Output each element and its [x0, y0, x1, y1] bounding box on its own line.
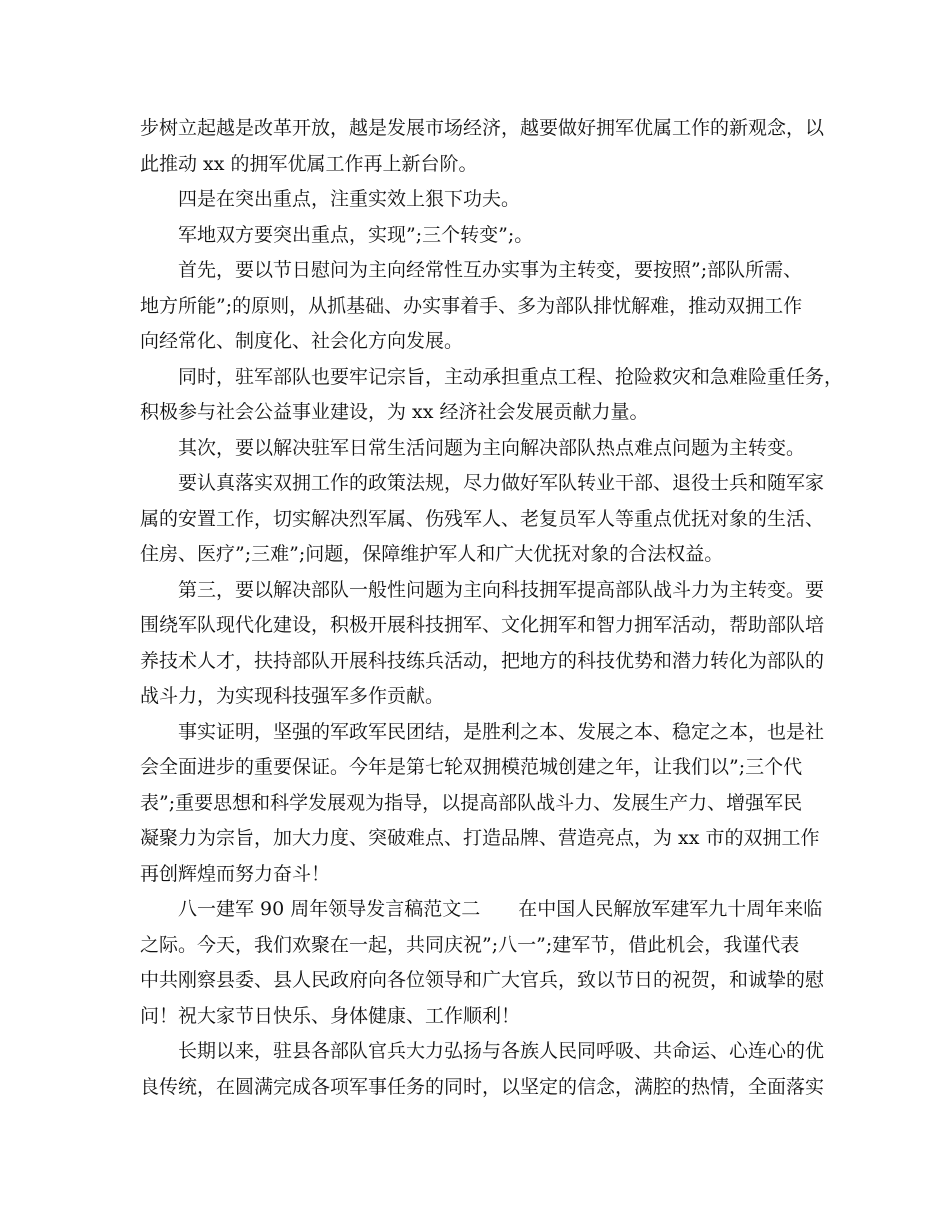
paragraph: [140, 111, 825, 182]
text-line: 向经常化、制度化、社会化方向发展。: [140, 330, 464, 352]
text-line: 之际。今天，我们欢聚在一起，共同庆祝”;八一”;建军节，借此机会，我谨代表: [140, 933, 800, 956]
text-line: 第三，要以解决部队一般性问题为主向科技拥军提高部队战斗力为主转变。要: [178, 578, 825, 601]
text-line: 问！祝大家节日快乐、身体健康、工作顺利！: [140, 1004, 521, 1027]
text-line: 地方所能”;的原则，从抓基础、办实事着手、多为部队排忧解难，推动双拥工作: [140, 294, 803, 317]
paragraph: [140, 715, 825, 893]
text-line: 战斗力，为实现科技强军多作贡献。: [140, 685, 445, 707]
text-line: 再创辉煌而努力奋斗！: [140, 862, 331, 885]
document-body: [140, 111, 844, 1105]
text-line: 事实证明，坚强的军政军民团结，是胜利之本、发展之本、稳定之本，也是社: [178, 720, 825, 743]
text-line: 凝聚力为宗旨，加大力度、突破难点、打造品牌、营造亮点，为 xx 市的双拥工作: [140, 827, 820, 849]
paragraph: [140, 431, 825, 467]
text-line: 步树立起越是改革开放，越是发展市场经济，越要做好拥军优属工作的新观念，以: [140, 117, 825, 139]
text-line: 围绕军队现代化建设，积极开展科技拥军、文化拥军和智力拥军活动，帮助部队培: [140, 614, 825, 636]
paragraph: [140, 892, 825, 1034]
paragraph: [140, 466, 825, 573]
text-line: 住房、医疗”;三难”;问题，保障维护军人和广大优抚对象的合法权益。: [140, 543, 724, 565]
paragraph: [140, 253, 825, 360]
text-line: 其次，要以解决驻军日常生活问题为主向解决部队热点难点问题为主转变。: [178, 436, 806, 459]
text-line: 养技术人才，扶持部队开展科技练兵活动，把地方的科技优势和潜力转化为部队的: [140, 649, 825, 672]
paragraph: [140, 182, 825, 218]
text-line: 同时，驻军部队也要牢记宗旨，主动承担重点工程、抢险救灾和急难险重任务，: [178, 365, 844, 388]
text-line: 军地双方要突出重点，实现”;三个转变”;。: [178, 223, 534, 246]
text-line: 积极参与社会公益事业建设，为 xx 经济社会发展贡献力量。: [140, 401, 649, 423]
paragraph: [140, 360, 844, 431]
text-line: 此推动 xx 的拥军优属工作再上新台阶。: [140, 152, 478, 175]
text-line: 八一建军 90 周年领导发言稿范文二 在中国人民解放军建军九十周年来临: [178, 898, 823, 920]
text-line: 四是在突出重点，注重实效上狠下功夫。: [178, 188, 521, 210]
text-line: 属的安置工作，切实解决烈军属、伤残军人、老复员军人等重点优抚对象的生活、: [140, 507, 825, 530]
paragraph: [140, 1034, 825, 1105]
text-line: 会全面进步的重要保证。今年是第七轮双拥模范城创建之年，让我们以”;三个代: [140, 756, 803, 778]
text-line: 良传统，在圆满完成各项军事任务的同时，以坚定的信念，满腔的热情，全面落实: [140, 1075, 825, 1098]
text-line: 长期以来，驻县各部队官兵大力弘扬与各族人民同呼吸、共命运、心连心的优: [178, 1040, 825, 1062]
paragraph: [140, 573, 825, 715]
paragraph: [140, 218, 825, 254]
text-line: 要认真落实双拥工作的政策法规，尽力做好军队转业干部、退役士兵和随军家: [178, 472, 825, 494]
text-line: 表”;重要思想和科学发展观为指导，以提高部队战斗力、发展生产力、增强军民: [140, 791, 803, 814]
text-line: 中共刚察县委、县人民政府向各位领导和广大官兵，致以节日的祝贺，和诚挚的慰: [140, 969, 825, 991]
text-line: 首先，要以节日慰问为主向经常性互办实事为主转变，要按照”;部队所需、: [178, 259, 803, 281]
